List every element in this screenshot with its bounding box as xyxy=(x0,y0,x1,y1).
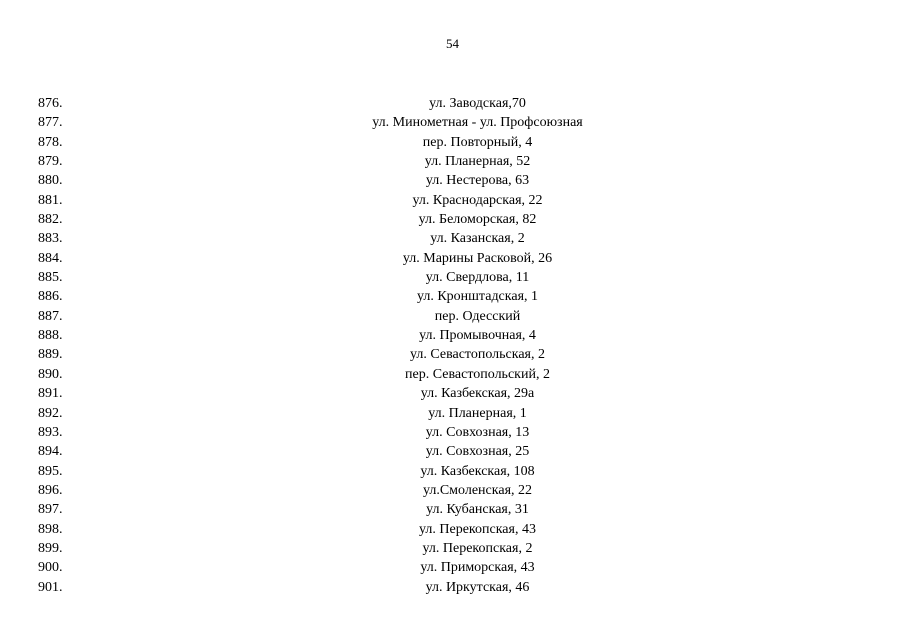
list-item xyxy=(0,520,905,539)
row-address: ул. Планерная, 1 xyxy=(428,405,527,421)
list-item xyxy=(0,481,905,500)
row-number: 883. xyxy=(38,231,63,247)
list-item xyxy=(0,268,905,287)
list-item xyxy=(0,462,905,481)
row-number: 888. xyxy=(38,328,63,344)
list-item xyxy=(0,404,905,423)
row-address: ул. Казанская, 2 xyxy=(430,231,525,247)
list-item xyxy=(0,287,905,306)
list-item xyxy=(0,500,905,519)
row-number: 876. xyxy=(38,96,63,111)
list-item xyxy=(0,249,905,268)
row-number: 897. xyxy=(38,502,63,518)
row-number: 878. xyxy=(38,134,63,150)
list-item xyxy=(0,113,905,132)
row-number: 886. xyxy=(38,289,63,305)
list-item xyxy=(0,423,905,442)
list-item xyxy=(0,171,905,190)
row-number: 898. xyxy=(38,521,63,537)
page-number: 54 xyxy=(446,36,459,51)
row-address: ул. Севастопольская, 2 xyxy=(409,347,546,363)
row-number: 900. xyxy=(38,560,63,576)
list-item xyxy=(0,558,905,577)
address-list xyxy=(0,94,905,597)
row-address: ул. Заводская,70 xyxy=(429,96,526,111)
list-item xyxy=(0,384,905,403)
list-item xyxy=(0,326,905,345)
row-number: 891. xyxy=(38,386,63,402)
list-item xyxy=(0,365,905,384)
row-address: ул. Иркутская, 46 xyxy=(425,579,530,595)
row-number: 893. xyxy=(38,424,63,440)
list-item xyxy=(0,210,905,229)
row-address: ул. Промывочная, 4 xyxy=(419,328,536,344)
list-item xyxy=(0,345,905,364)
row-number: 879. xyxy=(38,154,63,170)
row-address: пер. Одесский xyxy=(434,308,521,324)
row-number: 881. xyxy=(38,192,63,208)
list-item xyxy=(0,442,905,461)
row-number: 894. xyxy=(38,444,63,460)
list-item xyxy=(0,94,905,113)
row-number: 884. xyxy=(38,250,63,266)
row-address: ул. Беломорская, 82 xyxy=(418,212,537,228)
list-item xyxy=(0,539,905,558)
row-address: ул. Кубанская, 31 xyxy=(426,502,529,518)
row-address: ул. Краснодарская, 22 xyxy=(412,192,543,208)
row-address: ул. Перекопская, 2 xyxy=(422,540,533,556)
row-address: пер. Севастопольский, 2 xyxy=(405,366,550,382)
row-address: ул. Перекопская, 43 xyxy=(419,521,536,537)
row-number: 885. xyxy=(38,270,63,286)
row-number: 895. xyxy=(38,463,63,479)
row-address: ул. Нестерова, 63 xyxy=(425,173,530,189)
row-address: ул. Совхозная, 13 xyxy=(425,424,530,440)
row-address: ул. Планерная, 52 xyxy=(424,154,531,170)
row-address: ул.Смоленская, 22 xyxy=(422,482,533,498)
row-address: ул. Казбекская, 108 xyxy=(420,463,535,479)
row-number: 892. xyxy=(38,405,63,421)
row-address: ул. Марины Расковой, 26 xyxy=(402,250,553,266)
row-number: 896. xyxy=(38,482,63,498)
row-address: ул. Совхозная, 25 xyxy=(425,444,530,460)
row-number: 887. xyxy=(38,308,63,324)
row-number: 901. xyxy=(38,579,63,595)
row-address: ул. Казбекская, 29а xyxy=(420,386,535,402)
row-number: 877. xyxy=(38,115,63,131)
list-item xyxy=(0,307,905,326)
list-item xyxy=(0,191,905,210)
row-address: ул. Свердлова, 11 xyxy=(425,270,530,286)
row-address: ул. Кронштадская, 1 xyxy=(416,289,539,305)
list-item xyxy=(0,133,905,152)
row-number: 899. xyxy=(38,540,63,556)
row-number: 889. xyxy=(38,347,63,363)
list-item xyxy=(0,229,905,248)
row-address: пер. Повторный, 4 xyxy=(422,134,533,150)
row-number: 882. xyxy=(38,212,63,228)
list-item xyxy=(0,152,905,171)
row-number: 880. xyxy=(38,173,63,189)
row-number: 890. xyxy=(38,366,63,382)
row-address: ул. Минометная - ул. Профсоюзная xyxy=(372,115,583,131)
list-item xyxy=(0,578,905,597)
row-address: ул. Приморская, 43 xyxy=(420,560,535,576)
